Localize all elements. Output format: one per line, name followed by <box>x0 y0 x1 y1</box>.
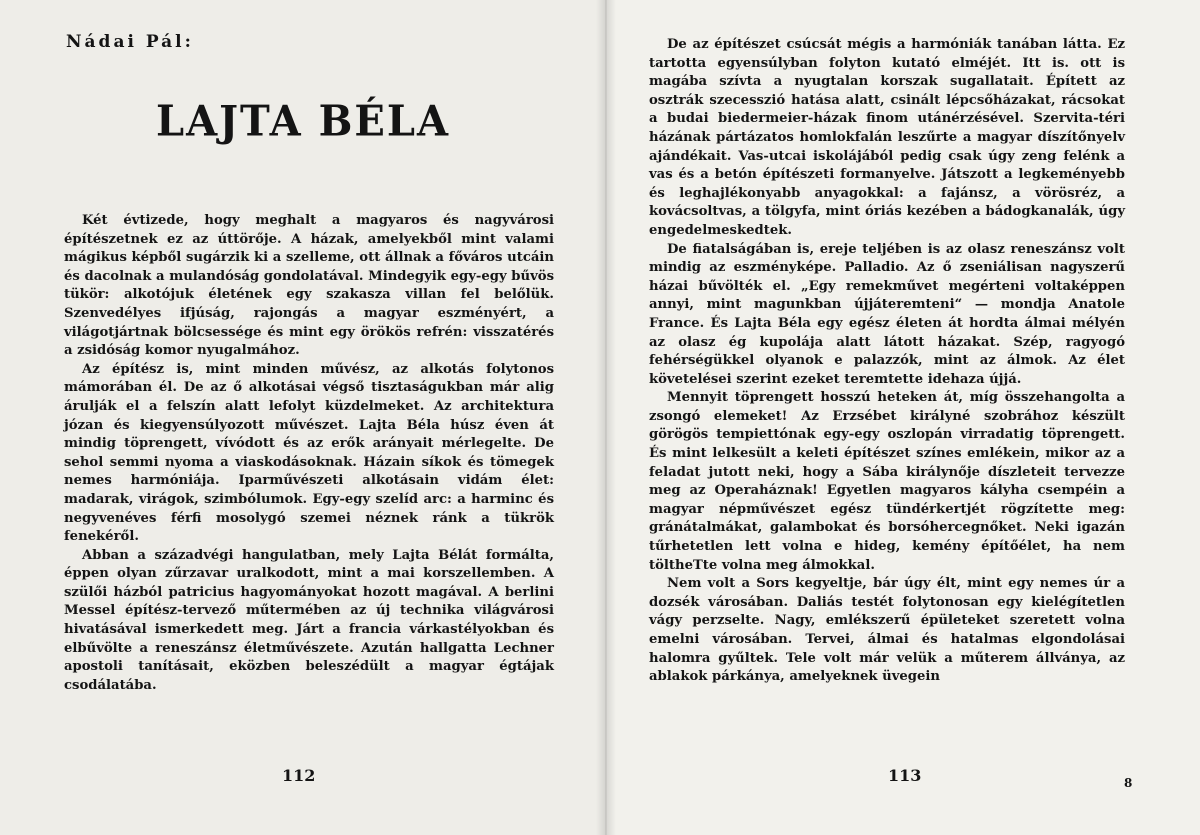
paragraph: Mennyit töprengett hosszú heteken át, míg összehangolta a zsongó elemeket! Az Erzsébet királyné szobrához készült görögös tempiettónak egy-egy oszlopán virradatig töprengett. És mint lelkesült a keleti építészet színes emlékein, mikor az a feladat jutott neki, hogy a Sába királynője díszleteit tervezze meg az Operaháznak! Egyetlen magyaros kályha csempéin a magyar népművészet egész tündérkertjét rögzítette meg: gránátalmákat, galambokat és borsóhercegnőket. Neki igazán tűrhetetlen lett volna e hideg, kemény építőélet, ha nem töltheTte volna meg álmokkal. <box>649 390 1125 573</box>
article-title: LAJTA BÉLA <box>155 96 451 147</box>
right-page <box>606 0 1200 835</box>
paragraph: Nem volt a Sors kegyeltje, bár úgy élt, mint egy nemes úr a dozsék városában. Daliás testét folytonosan egy kielégítetlen vágy perzselte. Nagy, emlékszerű épületeket szeretett volna emelni városában. Tervei, álmai és hatalmas elgondolásai halomra gyűltek. Tele volt már velük a műterem állványa, az ablakok párkánya, amelyeknek üvegein <box>649 576 1125 685</box>
paragraph: Az építész is, mint minden művész, az alkotás folytonos mámorában él. De az ő alkotásai végső tisztaságukban már alig árulják el a felszín alatt lefolyt küzdelmeket. Az architektura józan és kiegyensúlyozott művészet. Lajta Béla húsz éven át mindig töprengett, vívódott és az erők arányait mérlegelte. De sehol semmi nyoma a viaskodásoknak. Házain síkok és tömegek nemes harmóniája. Iparművészeti alkotásain vidám élet: madarak, virágok, szimbólumok. Egy-egy szelíd arc: a harminc és negyvenéves férfi mosolygó szemei néznek ránk a tükrök fenekéről. <box>64 361 554 545</box>
page-number-right: 113 <box>888 766 922 785</box>
signature-mark: 8 <box>1124 776 1133 790</box>
page-number-left: 112 <box>282 766 316 785</box>
paragraph: De az építészet csúcsát mégis a harmóniák tanában látta. Ez tartotta egyensúlyban folyton kutató elméjét. Itt is. ott is magába szívta a nyugtalan korszak sugallatait. Épített az osztrák szecesszió hatása alatt, csinált lépcsőházakat, rácsokat a budai biedermeier-házak finom utánérzésével. Szervita-téri házának pártázatos homlokfalán leszűrte a magyar díszítőnyelv ajándékait. Vas-utcai iskolájából pedig csak úgy zeng felénk a vas és a betón építészeti formanyelve. Játszott a legkeményebb és leghajlékonyabb anyagokkal: a fajánsz, a vörösréz, a kovácsoltvas, a tölgyfa, mint óriás kezében a bádogkanalák, úgy engedelmeskedtek. <box>649 37 1125 238</box>
book-gutter <box>596 0 616 835</box>
paragraph: Abban a századvégi hangulatban, mely Lajta Bélát formálta, éppen olyan zűrzavar uralkodott, mint a mai korszellemben. A szülői házból patricius hagyományokat hozott magával. A berlini Messel építész-tervező műtermében az új technika világvárosi hivatásával ismerkedett meg. Járt a francia várkastélyokban és elbűvölte a reneszánsz életművészete. Azután hallgatta Lechner apostoli tanításait, eközben beleszédült a magyar égtájak csodálatába. <box>64 547 554 693</box>
right-page-body <box>649 36 1125 687</box>
paragraph: De fiatalságában is, ereje teljében is az olasz reneszánsz volt mindig az eszményképe. Palladio. Az ő zseniálisan nagyszerű házai bűvölték el. „Egy remekművet megérteni voltaképpen annyi, mint magunkban újjáteremteni“ — mondja Anatole France. És Lajta Béla egy egész életen át hordta álmai mélyén az olasz ég kupolája alatt látott házakat. Szép, ragyogó fehérségükkel olyanok e palazzók, mint az álmok. Az élet követelései szerint ezeket teremtette idehaza újjá. <box>649 241 1125 387</box>
author-name: Nádai Pál: <box>66 32 194 52</box>
paragraph: Két évtizede, hogy meghalt a magyaros és nagyvárosi építészetnek ez az úttörője. A házak, amelyekből mint valami mágikus képből sugárzik ki a szelleme, ott állnak a főváros utcáin és dacolnak a mulandóság gondolatával. Mindegyik egy-egy bűvös tükör: alkotójuk életének egy szakasza villan fel belőlük. Szenvedélyes ifjúság, rajongás a magyar eszményért, a világotjártnak bölcsessége és mint egy örökös refrén: visszatérés a zsidóság komor nyugalmához. <box>64 213 554 359</box>
left-page-body <box>64 212 554 695</box>
